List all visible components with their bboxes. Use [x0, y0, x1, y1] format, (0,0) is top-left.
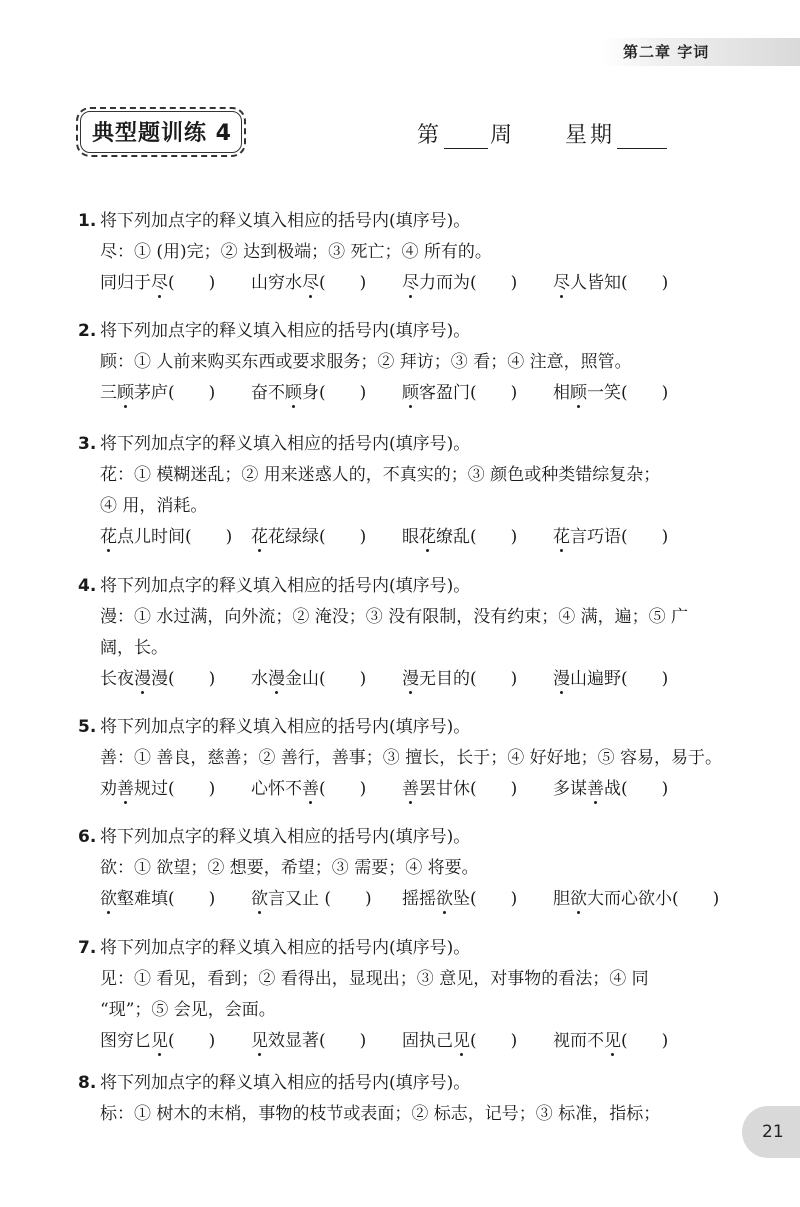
definition-line: ④ 用，消耗。 — [100, 496, 208, 516]
question-number: 7. — [78, 938, 97, 958]
idiom-option[interactable] — [402, 378, 553, 409]
idiom-suffix-with-blank: ( ) — [168, 1031, 216, 1051]
idiom-suffix-with-blank: 规过( ) — [134, 779, 216, 799]
idiom-options — [78, 378, 718, 409]
week-blank[interactable] — [444, 128, 488, 149]
dotted-character: 见 — [251, 1031, 268, 1051]
idiom-option[interactable] — [553, 378, 704, 409]
idiom-suffix-with-blank: ( ) — [168, 273, 216, 293]
idiom-option[interactable] — [402, 884, 553, 915]
dotted-character: 见 — [604, 1031, 621, 1051]
dotted-character: 漫 — [553, 669, 570, 689]
definition-line: 漫：① 水过满，向外流；② 淹没；③ 没有限制，没有约束；④ 满，遍；⑤ 广 — [100, 607, 689, 627]
dotted-character: 尽 — [151, 273, 168, 293]
idiom-suffix-with-blank: 言又止 ( ) — [268, 889, 372, 909]
weekday-blank[interactable] — [617, 128, 667, 149]
question-stem: 将下列加点字的释义填入相应的括号内(填序号)。 — [100, 321, 471, 341]
idiom-options — [78, 522, 718, 553]
question-number: 1. — [78, 211, 97, 231]
question-stem-line — [78, 933, 718, 964]
question-stem-line — [78, 429, 718, 460]
definition-line: 标：① 树木的末梢，事物的枝节或表面；② 标志，记号；③ 标准，指标； — [100, 1104, 661, 1124]
idiom-option[interactable] — [100, 1026, 251, 1057]
idiom-options — [78, 1026, 718, 1057]
idiom-prefix: 眼 — [402, 527, 419, 547]
idiom-option[interactable] — [402, 1026, 553, 1057]
question-stem-line — [78, 571, 718, 602]
idiom-option[interactable] — [402, 664, 553, 695]
idiom-prefix: 心怀不 — [251, 779, 302, 799]
idiom-suffix-with-blank: 战( ) — [604, 779, 669, 799]
definition-line: 花：① 模糊迷乱；② 用来迷惑人的，不真实的；③ 颜色或种类错综复杂； — [100, 465, 661, 485]
idiom-options — [78, 268, 718, 299]
idiom-suffix-with-blank: 言巧语( ) — [570, 527, 669, 547]
idiom-suffix-with-blank: 人皆知( ) — [570, 273, 669, 293]
idiom-options — [78, 664, 718, 695]
definition-line: 尽：① (用)完；② 达到极端；③ 死亡；④ 所有的。 — [100, 242, 492, 262]
dotted-character: 欲 — [570, 889, 587, 909]
idiom-prefix: 水 — [251, 669, 268, 689]
idiom-prefix: 多谋 — [553, 779, 587, 799]
question-5 — [78, 712, 723, 805]
question-stem-line — [78, 712, 718, 743]
dotted-character: 顾 — [570, 383, 587, 403]
idiom-suffix-with-blank: 客盈门( ) — [419, 383, 518, 403]
idiom-option[interactable] — [251, 522, 402, 553]
dotted-character: 花 — [419, 527, 436, 547]
idiom-prefix: 劝 — [100, 779, 117, 799]
idiom-prefix: 三 — [100, 383, 117, 403]
definition-line: “现”；⑤ 会见，会面。 — [100, 1000, 276, 1020]
page-title: 典型题训练 4 — [92, 121, 232, 146]
idiom-option[interactable] — [553, 1026, 704, 1057]
dotted-character: 善 — [587, 779, 604, 799]
idiom-option[interactable] — [553, 774, 704, 805]
idiom-option[interactable] — [553, 268, 704, 299]
dotted-character: 顾 — [117, 383, 134, 403]
idiom-suffix-with-blank: 金山( ) — [285, 669, 367, 689]
definition-line: 见：① 看见，看到；② 看得出，显现出；③ 意见，对事物的看法；④ 同 — [100, 969, 649, 989]
question-7 — [78, 933, 718, 1057]
idiom-prefix: 山穷水 — [251, 273, 302, 293]
idiom-option[interactable] — [553, 522, 704, 553]
idiom-suffix-with-blank: 山遍野( ) — [570, 669, 669, 689]
question-stem-line — [78, 822, 718, 853]
dotted-character: 欲 — [100, 889, 117, 909]
idiom-option[interactable] — [251, 268, 402, 299]
idiom-option[interactable] — [251, 378, 402, 409]
idiom-suffix-with-blank: 漫( ) — [151, 669, 216, 689]
definition-line: 阔，长。 — [100, 638, 168, 658]
idiom-prefix: 视而不 — [553, 1031, 604, 1051]
idiom-suffix-with-blank: 罢甘休( ) — [419, 779, 518, 799]
idiom-option[interactable] — [100, 378, 251, 409]
idiom-options — [78, 884, 718, 915]
idiom-option[interactable] — [553, 664, 704, 695]
dotted-character: 尽 — [402, 273, 419, 293]
idiom-suffix-with-blank: 效显著( ) — [268, 1031, 367, 1051]
question-stem: 将下列加点字的释义填入相应的括号内(填序号)。 — [100, 827, 471, 847]
page-number: 21 — [742, 1106, 800, 1158]
dotted-character: 花 — [553, 527, 570, 547]
question-number: 3. — [78, 434, 97, 454]
idiom-suffix-with-blank: 坠( ) — [453, 889, 518, 909]
dotted-character: 欲 — [436, 889, 453, 909]
question-stem: 将下列加点字的释义填入相应的括号内(填序号)。 — [100, 211, 471, 231]
idiom-suffix-with-blank: ( ) — [621, 1031, 669, 1051]
idiom-suffix-with-blank: 点儿时间( ) — [117, 527, 233, 547]
question-stem-line — [78, 1068, 718, 1099]
idiom-prefix: 固执己 — [402, 1031, 453, 1051]
dotted-character: 尽 — [302, 273, 319, 293]
definition-line: 顾：① 人前来购买东西或要求服务；② 拜访；③ 看；④ 注意，照管。 — [100, 352, 632, 372]
idiom-prefix: 相 — [553, 383, 570, 403]
idiom-suffix-with-blank: 茅庐( ) — [134, 383, 216, 403]
question-1 — [78, 206, 718, 299]
question-2 — [78, 316, 718, 409]
idiom-prefix: 同归于 — [100, 273, 151, 293]
idiom-suffix-with-blank: ( ) — [319, 273, 367, 293]
dotted-character: 善 — [302, 779, 319, 799]
weekday-label: 星期 — [565, 123, 616, 148]
idiom-suffix-with-blank: 缭乱( ) — [436, 527, 518, 547]
dotted-character: 漫 — [134, 669, 151, 689]
dotted-character: 顾 — [285, 383, 302, 403]
question-stem: 将下列加点字的释义填入相应的括号内(填序号)。 — [100, 434, 471, 454]
question-number: 5. — [78, 717, 97, 737]
idiom-suffix-with-blank: 花绿绿( ) — [268, 527, 367, 547]
dotted-character: 尽 — [553, 273, 570, 293]
dotted-character: 见 — [453, 1031, 470, 1051]
idiom-option[interactable] — [100, 522, 251, 553]
week-fill-in — [417, 118, 667, 149]
dotted-character: 花 — [100, 527, 117, 547]
idiom-option[interactable] — [100, 664, 251, 695]
dotted-character: 见 — [151, 1031, 168, 1051]
question-6 — [78, 822, 718, 915]
idiom-prefix: 奋不 — [251, 383, 285, 403]
question-number: 4. — [78, 576, 97, 596]
dotted-character: 顾 — [402, 383, 419, 403]
question-4 — [78, 571, 718, 695]
dotted-character: 善 — [402, 779, 419, 799]
question-stem: 将下列加点字的释义填入相应的括号内(填序号)。 — [100, 717, 471, 737]
idiom-suffix-with-blank: ( ) — [319, 779, 367, 799]
definition-line: 善：① 善良，慈善；② 善行，善事；③ 擅长，长于；④ 好好地；⑤ 容易，易于。 — [100, 748, 723, 768]
idiom-prefix: 胆 — [553, 889, 570, 909]
question-stem-line — [78, 206, 718, 237]
week-prefix: 第 — [417, 123, 443, 148]
dotted-character: 欲 — [251, 889, 268, 909]
idiom-option[interactable] — [100, 884, 251, 915]
idiom-option[interactable] — [251, 774, 402, 805]
dotted-character: 漫 — [268, 669, 285, 689]
idiom-suffix-with-blank: ( ) — [470, 1031, 518, 1051]
idiom-option[interactable] — [251, 664, 402, 695]
idiom-suffix-with-blank: 一笑( ) — [587, 383, 669, 403]
idiom-suffix-with-blank: 无目的( ) — [419, 669, 518, 689]
idiom-suffix-with-blank: 大而心欲小( ) — [587, 889, 720, 909]
dotted-character: 漫 — [402, 669, 419, 689]
idiom-option[interactable] — [251, 1026, 402, 1057]
idiom-suffix-with-blank: 壑难填( ) — [117, 889, 216, 909]
question-8 — [78, 1068, 718, 1130]
idiom-option[interactable] — [402, 268, 553, 299]
dotted-character: 花 — [251, 527, 268, 547]
idiom-suffix-with-blank: 身( ) — [302, 383, 367, 403]
idiom-prefix: 长夜 — [100, 669, 134, 689]
idiom-options — [78, 774, 718, 805]
question-stem-line — [78, 316, 718, 347]
question-3 — [78, 429, 718, 553]
idiom-prefix: 图穷匕 — [100, 1031, 151, 1051]
idiom-option[interactable] — [553, 884, 720, 915]
idiom-option[interactable] — [100, 774, 251, 805]
idiom-option[interactable] — [402, 774, 553, 805]
question-stem: 将下列加点字的释义填入相应的括号内(填序号)。 — [100, 576, 471, 596]
dotted-character: 善 — [117, 779, 134, 799]
question-stem: 将下列加点字的释义填入相应的括号内(填序号)。 — [100, 1073, 471, 1093]
week-label: 周 — [490, 123, 516, 148]
idiom-option[interactable] — [402, 522, 553, 553]
chapter-header: 第二章 字词 — [623, 43, 710, 61]
question-number: 2. — [78, 321, 97, 341]
question-stem: 将下列加点字的释义填入相应的括号内(填序号)。 — [100, 938, 471, 958]
idiom-prefix: 摇摇 — [402, 889, 436, 909]
question-number: 6. — [78, 827, 97, 847]
question-number: 8. — [78, 1073, 97, 1093]
idiom-option[interactable] — [100, 268, 251, 299]
idiom-suffix-with-blank: 力而为( ) — [419, 273, 518, 293]
idiom-option[interactable] — [251, 884, 402, 915]
definition-line: 欲：① 欲望；② 想要，希望；③ 需要；④ 将要。 — [100, 858, 479, 878]
